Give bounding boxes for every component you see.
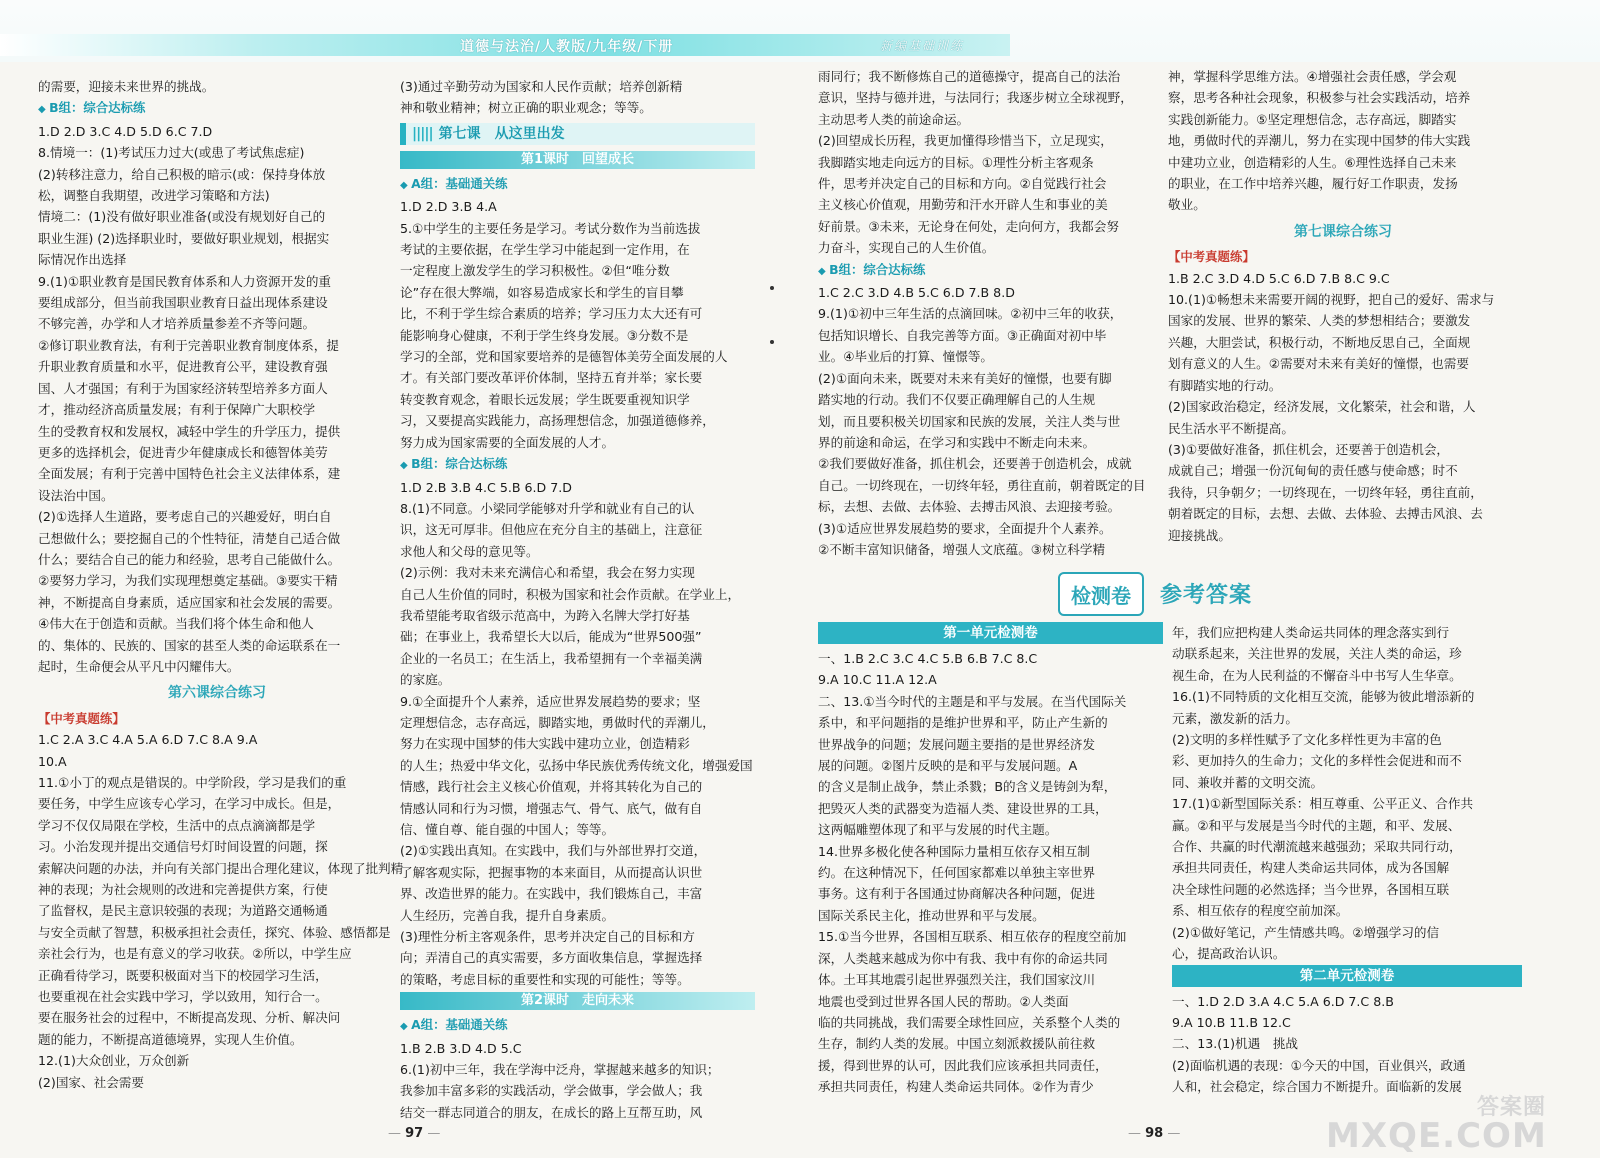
answer-line: 更多的选择机会，促进青少年健康成长和德智体美劳 [38, 444, 328, 460]
answer-line: 兴趣，大胆尝试，积极行动，不断地反思自己，全面规 [1168, 334, 1471, 350]
answer-line: 努力成为国家需要的全面发展的人才。 [400, 434, 615, 450]
answer-line: 1.D 2.D 3.C 4.D 5.D 6.C 7.D [38, 123, 213, 139]
column-2 [400, 76, 755, 1120]
group-heading: ◆ A组：基础通关练 [400, 173, 755, 196]
answer-line: 才，推动经济高质量发展；有利于保障广大职校学 [38, 402, 316, 418]
answer-line: 我待，只争朝夕；一切终现在，一切终年轻，勇往直前， [1168, 484, 1483, 500]
answers-title: 参考答案 [1160, 583, 1253, 608]
fold-dot [770, 286, 774, 290]
answer-line: 一、1.D 2.D 3.A 4.C 5.A 6.D 7.C 8.B [1172, 993, 1394, 1009]
answer-line: 我希望能考取省级示范高中，为跨入名牌大学打好基 [400, 607, 690, 623]
answer-line: 础；在事业上，我希望长大以后，能成为“世界500强” [400, 629, 702, 645]
column-1 [38, 76, 404, 1096]
answer-line: (3)①适应世界发展趋势的要求，全面提升个人素养。 [818, 520, 1112, 536]
answer-line: 成就自己；增强一份沉甸甸的责任感与使命感；时不 [1168, 463, 1458, 479]
answer-line: 深，人类越来越成为你中有我、我中有你的命运共同 [818, 950, 1108, 966]
answer-line: 求他人和父母的意见等。 [400, 543, 539, 559]
lesson-banner [400, 123, 755, 145]
lesson-bar: 第1课时 回望成长 [400, 151, 755, 169]
answer-line: 17.(1)①新型国际关系：相互尊重、公平正义、合作共 [1172, 796, 1474, 812]
group-heading: ◆ B组：综合达标练 [818, 259, 1158, 282]
answer-line: (2)①面向未来，既要对未来有美好的憧憬，也要有脚 [818, 370, 1112, 386]
answer-line: 件，思考并决定自己的目标和方向。②自觉践行社会 [818, 176, 1107, 192]
answer-line: ②修订职业教育法，有利于完善职业教育制度体系，提 [38, 337, 339, 353]
answer-line: 设法治中国。 [38, 487, 114, 503]
answer-line: 生存，制约人类的发展。中国立刻派救援队前往救 [818, 1036, 1096, 1052]
exam-heading: 【中考真题练】 [1168, 249, 1255, 265]
answer-line: 1.C 2.C 3.D 4.B 5.C 6.D 7.B 8.D [818, 285, 1015, 301]
answer-line: 人生经历，完善自我，提升自身素质。 [400, 907, 615, 923]
answer-line: 敬业。 [1168, 197, 1206, 213]
header-bar [0, 0, 1600, 62]
answer-line: 情感认同和行为习惯，增强志气、骨气、底气，做有自 [400, 800, 703, 816]
answer-line: (2)文明的多样性赋予了文化多样性更为丰富的色 [1172, 732, 1442, 748]
answer-line: 企业的一名员工；在生活上，我希望拥有一个幸福美满 [400, 650, 703, 666]
answer-line: 的含义是制止战争，禁止杀戮；B的含义是铸剑为犁， [818, 779, 1117, 795]
group-heading: ◆ A组：基础通关练 [400, 1014, 755, 1037]
answer-line: 信、懂自尊、能自强的中国人；等等。 [400, 822, 615, 837]
answer-line: (2)回望成长历程，我更加懂得珍惜当下，立足现实， [818, 133, 1113, 149]
answer-line: 努力在实现中国梦的伟大实践中建功立业，创造精彩 [400, 736, 690, 752]
answer-line: 论”存在很大弊端，如容易造成家长和学生的盲目攀 [400, 284, 684, 300]
answer-line: 正确看待学习，既要积极面对当下的校园学习生活， [38, 967, 328, 983]
answer-line: 决全球性问题的必然选择；当今世界，各国相互联 [1172, 881, 1450, 897]
page-number-right: — 98 — [1128, 1126, 1181, 1141]
answer-line: 主动思考人类的前途命运。 [818, 111, 970, 127]
watermark-bottom: MXQE.COM [1326, 1116, 1547, 1156]
answer-line: 动联系起来，关注世界的发展，关注人类的命运，珍 [1172, 646, 1462, 662]
answer-line: 业。④毕业后的打算、憧憬等。 [818, 349, 994, 365]
answer-line: 系中，和平问题指的是维护世界和平，防止产生新的 [818, 715, 1108, 731]
section-title: 第六课综合练习 [168, 685, 266, 702]
answer-line: 心，提高政治认识。 [1172, 946, 1286, 962]
stripes-icon: ||||| [412, 125, 433, 142]
answer-line: 划，而且要积极关切国家和民族的发展，关注人类与世 [818, 413, 1121, 429]
answer-line: 二、13.(1)机遇 挑战 [1172, 1036, 1299, 1052]
answer-line: 实践创新能力。⑤坚定理想信念，志存高远，脚踏实 [1168, 111, 1457, 127]
answer-line: 情感，践行社会主义核心价值观，并将其转化为自己的 [400, 779, 703, 795]
answer-line: 了解客观实际，把握事物的本来面目，从而提高认识世 [400, 864, 703, 880]
answer-line: 约。在这种情况下，任何国家都难以单独主宰世界 [818, 865, 1096, 881]
answer-line: 视生命，在为人民利益的不懈奋斗中书写人生华章。 [1172, 667, 1462, 683]
watermark [1326, 1090, 1566, 1156]
answer-line: 向；弄清自己的真实需要，多方面收集信息，掌握选择 [400, 950, 703, 966]
answer-line: 10.(1)①畅想未来需要开阔的视野，把自己的爱好、需求与 [1168, 292, 1495, 308]
answer-line: 1.D 2.D 3.B 4.A [400, 199, 497, 215]
answer-line: 生的受教育权和发展权，减轻中学生的升学压力，提供 [38, 423, 341, 439]
answer-line: 二、13.①当今时代的主题是和平与发展。在当代国际关 [818, 693, 1127, 709]
answer-line: 学习不仅仅局限在学校，生活中的点点滴滴都是学 [38, 817, 316, 833]
exam-box-title: 检测卷 [1058, 572, 1144, 616]
answer-line: 索解决问题的办法，并向有关部门提出合理化建议，体现了批判精 [38, 860, 404, 876]
answer-line: 9.(1)①初中三年生活的点滴回味。②初中三年的收获， [818, 306, 1123, 322]
answer-line: 比，不利于学生综合素质的培养；学习压力太大还有可 [400, 306, 703, 322]
answer-line: 主义核心价值观，用勤劳和汗水开辟人生和事业的美 [818, 197, 1108, 213]
exam-heading: 【中考真题练】 [38, 710, 125, 726]
answer-line: 好前景。③未来，无论身在何处，走向何方，我都会努 [818, 218, 1119, 234]
answer-line: 包括知识增长、自我完善等方面。③正确面对初中毕 [818, 327, 1107, 343]
answer-line: 题的能力，不断提高道德境界，实现人生价值。 [38, 1031, 303, 1047]
answer-line: 5.①中学生的主要任务是学习。考试分数作为当前选拔 [400, 220, 701, 236]
answer-line: 标，去想、去做、去体验、去搏击风浪、去迎接考验。 [818, 499, 1121, 515]
answer-line: 1.C 2.A 3.C 4.A 5.A 6.D 7.C 8.A 9.A [38, 732, 258, 748]
answer-line: 承担共同责任，构建人类命运共同体，成为各国解 [1172, 860, 1450, 876]
answer-line: 元素，激发新的活力。 [1172, 710, 1298, 726]
answer-line: 升职业教育质量和水平，促进教育公平，建设教育强 [38, 359, 328, 375]
answer-line: 9.A 10.C 11.A 12.A [818, 672, 937, 688]
answer-line: 承担共同责任，构建人类命运共同体。②作为青少 [818, 1079, 1094, 1095]
answer-line: ②要努力学习，为我们实现理想奠定基础。③要实干精 [38, 573, 338, 589]
answer-line: 9.A 10.B 11.B 12.C [1172, 1014, 1291, 1030]
answer-line: 的策略，考虑目标的重要性和实现的可能性；等等。 [400, 971, 690, 987]
answer-line: 的人生；热爱中华文化，弘扬中华民族优秀传统文化，增强爱国 [400, 757, 753, 773]
answer-line: 1.D 2.B 3.B 4.C 5.B 6.D 7.D [400, 479, 572, 495]
answer-line: 我参加丰富多彩的实践活动，学会做事，学会做人；我 [400, 1083, 703, 1099]
unit-bar: 第二单元检测卷 [1172, 965, 1522, 987]
answer-line: 体。土耳其地震引起世界强烈关注，我们国家汶川 [818, 972, 1096, 988]
answer-line: 要组成部分，但当前我国职业教育日益出现体系建设 [38, 295, 328, 311]
answer-line: 神和敬业精神；树立正确的职业观念；等等。 [400, 100, 652, 116]
answer-line: (2)示例：我对未来充满信心和希望，我会在努力实现 [400, 565, 695, 581]
answer-line: (2)①实践出真知。在实践中，我们与外部世界打交道， [400, 843, 707, 859]
answer-line: 的家庭。 [400, 672, 451, 688]
answer-line: 也要重视在社会实践中学习，学以致用，知行合一。 [38, 989, 328, 1005]
answer-line: (3)通过辛勤劳动为国家和人民作贡献；培养创新精 [400, 79, 683, 94]
fold-dot [770, 340, 774, 344]
answer-line: 16.(1)不同特质的文化相互交流，能够为彼此增添新的 [1172, 689, 1475, 705]
group-heading: ◆ B组：综合达标练 [38, 97, 396, 120]
page-number-left: — 97 — [388, 1126, 441, 1141]
answer-line: 9.①全面提升个人素养，适应世界发展趋势的要求；坚 [400, 693, 701, 709]
answer-line: 神，掌握科学思维方法。④增强社会责任感，学会观 [1168, 69, 1457, 84]
answer-line: (2)国家政治稳定，经济发展，文化繁荣，社会和谐，人 [1168, 399, 1476, 415]
answer-line: 神的表现；为社会规则的改进和完善提供方案，行使 [38, 882, 328, 898]
answer-line: 展的问题。②图片反映的是和平与发展问题。A [818, 758, 1078, 774]
answer-line: 合作、共赢的时代潮流越来越强劲；采取共同行动， [1172, 839, 1462, 855]
answer-line: 神，不断提高自身素质，适应国家和社会发展的需要。 [38, 594, 341, 610]
answer-line: 一定程度上激发学生的学习积极性。②但“唯分数 [400, 263, 670, 279]
answer-line: 国、人才强国；有利于为国家经济转型培养多方面人 [38, 380, 328, 396]
lesson-bar: 第2课时 走向未来 [400, 992, 755, 1010]
answer-line: 要任务，中学生应该专心学习，在学习中成长。但是， [38, 796, 341, 812]
answer-line: 划有意义的人生。②需要对未来有美好的憧憬，也需要 [1168, 356, 1469, 372]
column-6 [1172, 622, 1522, 1102]
answer-line: 事务。这有利于各国通过协商解决各种问题，促进 [818, 886, 1096, 902]
answer-line: 国家的发展、世界的繁荣、人类的梦想相结合；要激发 [1168, 313, 1471, 329]
answer-line: 人和，社会稳定，综合国力不断提升。面临新的发展 [1172, 1079, 1462, 1095]
column-4 [1168, 66, 1518, 556]
answer-line: 8.情境一：(1)考试压力过大(或患了考试焦虑症) [38, 145, 305, 161]
answer-line: 识，这无可厚非。但他应在充分自主的基础上，注意征 [400, 522, 703, 538]
answer-line: (2)转移注意力，给自己积极的暗示(或：保持身体放 [38, 166, 326, 182]
answer-line: 踏实地的行动。我们不仅要正确理解自己的人生规 [818, 392, 1096, 408]
answer-line: 这两幅雕塑体现了和平与发展的时代主题。 [818, 822, 1058, 838]
answer-line: (2)面临机遇的表现：①今天的中国，百业俱兴，政通 [1172, 1057, 1466, 1073]
answer-line: 了监督权，是民主意识较强的表现；为道路交通畅通 [38, 903, 328, 919]
answer-line: 不够完善，办学和人才培养质量参差不齐等问题。 [38, 316, 316, 332]
answer-line: (2)国家、社会需要 [38, 1074, 144, 1090]
answer-line: 全面发展；有利于完善中国特色社会主义法律体系，建 [38, 466, 341, 482]
answer-line: 15.①当今世界，各国相互联系、相互依存的程度空前加 [818, 929, 1127, 945]
answer-line: 14.世界多极化使各种国际力量相互依存又相互制 [818, 843, 1090, 859]
answer-line: 朝着既定的目标，去想、去做、去体验、去搏击风浪、去 [1168, 506, 1483, 522]
answer-line: 自己人生价值的同时，积极为国家和社会作贡献。在学业上， [400, 586, 741, 602]
answer-line: 才。有关部门要改革评价体制，坚持五育并举；家长要 [400, 370, 703, 386]
answer-line: 习。小治发现并提出交通信号灯时间设置的问题，探 [38, 839, 328, 855]
column-5 [818, 622, 1163, 1102]
answer-line: 我脚踏实地走向远方的目标。①理性分析主客观条 [818, 154, 1094, 170]
answer-line: 有脚踏实地的行动。 [1168, 377, 1282, 393]
answer-line: 国际关系民主化，推动世界和平与发展。 [818, 907, 1045, 923]
answer-line: 能影响身心健康，不利于学生终身发展。③分数不是 [400, 327, 689, 343]
answer-line: 援，得到世界的认可，因此我们应该承担共同责任， [818, 1057, 1108, 1073]
answer-line: 力奋斗，实现自己的人生价值。 [818, 240, 995, 256]
header-brand: 新编基础训练 [880, 39, 965, 53]
answer-line: 学习的全部，党和国家要培养的是德智体美劳全面发展的人 [400, 349, 728, 365]
answer-line: 的职业，在工作中培养兴趣，履行好工作职责，发扬 [1168, 176, 1458, 192]
answer-line: 8.(1)不同意。小梁同学能够对升学和就业有自己的认 [400, 500, 695, 516]
answer-line: 什么；要结合自己的能力和经验，思考自己能做什么。 [38, 551, 341, 567]
answer-line: 赢。②和平与发展是当今时代的主题，和平、发展、 [1172, 817, 1461, 833]
answer-line: (3)①要做好准备，抓住机会，还要善于创造机会， [1168, 441, 1450, 457]
answer-line: 10.A [38, 753, 67, 769]
answer-line: 世界战争的问题；发展问题主要指的是世界经济发 [818, 736, 1096, 752]
answer-line: (2)①做好笔记，产生情感共鸣。②增强学习的信 [1172, 924, 1440, 940]
answer-line: (3)理性分析主客观条件，思考并决定自己的目标和方 [400, 929, 695, 945]
answer-line: 职业生涯) (2)选择职业时，要做好职业规划，根据实 [38, 230, 330, 246]
answer-line: 1.B 2.B 3.D 4.D 5.C [400, 1040, 522, 1056]
answer-line: 考试的主要依据，在学生学习中能起到一定作用，在 [400, 242, 690, 258]
answer-line: 转变教育观念，着眼长远发展；学生既要重视知识学 [400, 391, 690, 407]
answer-line: 亲社会行为，也是有意义的学习收获。②所以，中学生应 [38, 946, 352, 962]
answer-line: 12.(1)大众创业，万众创新 [38, 1053, 190, 1069]
answer-line: 松，调整自我期望，改进学习策略和方法) [38, 188, 270, 204]
answer-line: 一、1.B 2.C 3.C 4.C 5.B 6.B 7.C 8.C [818, 651, 1038, 666]
answer-line: 的、集体的、民族的、国家的甚至人类的命运联系在一 [38, 637, 341, 653]
answer-line: 地，勇做时代的弄潮儿，努力在实现中国梦的伟大实践 [1168, 133, 1471, 149]
answer-line: 情境二：(1)没有做好职业准备(或没有规划好自己的 [38, 209, 326, 225]
answer-line: 6.(1)初中三年，我在学海中泛舟，掌握越来越多的知识； [400, 1062, 720, 1078]
watermark-top: 答案圈 [1476, 1095, 1546, 1120]
answer-line: 要在服务社会的过程中，不断提高发现、分析、解决问 [38, 1010, 341, 1026]
answer-line: 的需要，迎接未来世界的挑战。 [38, 79, 215, 94]
answer-line: 11.①小丁的观点是错误的。中学阶段，学习是我们的重 [38, 775, 347, 790]
answer-line: 定理想信念，志存高远，脚踏实地，勇做时代的弄潮儿， [400, 714, 715, 730]
answer-line: 地震也受到过世界各国人民的帮助。②人类面 [818, 993, 1069, 1009]
answer-line: 界的前途和命运，在学习和实践中不断走向未来。 [818, 434, 1096, 450]
answer-line: 意识，坚持与德并进，与法同行；我逐步树立全球视野， [818, 90, 1133, 106]
answer-line: 系、相互依存的程度空前加深。 [1172, 903, 1349, 919]
group-heading: ◆ B组：综合达标练 [400, 453, 755, 476]
answer-line: 与安全贡献了智慧，积极承担社会责任，探究、体验、感悟都是 [38, 924, 391, 940]
answer-line: (2)①选择人生道路，要考虑自己的兴趣爱好，明白自 [38, 509, 332, 525]
answer-line: 察，思考各种社会现象，积极参与社会实践活动，培养 [1168, 90, 1471, 106]
answer-line: 中建功立业，创造精彩的人生。⑥理性选择自己未来 [1168, 154, 1457, 170]
answer-line: 界、改造世界的能力。在实践中，我们锻炼自己，丰富 [400, 886, 703, 902]
answer-line: ④伟大在于创造和贡献。当我们将个体生命和他人 [38, 616, 314, 632]
answer-line: 自己。一切终现在，一切终年轻，勇往直前，朝着既定的目 [818, 477, 1146, 493]
answer-line: 际情况作出选择 [38, 252, 127, 268]
answer-line: 迎接挑战。 [1168, 527, 1231, 543]
answer-line: 结交一群志同道合的朋友，在成长的路上互帮互助，风 [400, 1104, 703, 1120]
answer-line: 己想做什么；要挖掘自己的个性特征，清楚自己适合做 [38, 530, 341, 546]
answer-line: 起时，生命便会从平凡中闪耀伟大。 [38, 658, 240, 674]
section-title: 第七课综合练习 [1294, 223, 1392, 240]
answer-line: ②我们要做好准备，抓住机会，还要善于创造机会，成就 [818, 456, 1132, 472]
unit-bar: 第一单元检测卷 [818, 622, 1163, 644]
answer-line: 临的共同挑战，我们需要全球性回应，关系整个人类的 [818, 1014, 1121, 1030]
answer-line: 习，又要提高实践能力，高扬理想信念，加强道德修养， [400, 413, 715, 429]
answer-line: 雨同行；我不断修炼自己的道德操守，提高自己的法治 [818, 69, 1121, 84]
answer-line: 民生活水平不断提高。 [1168, 420, 1294, 436]
column-3 [818, 66, 1158, 556]
answer-line: 9.(1)①职业教育是国民教育体系和人力资源开发的重 [38, 273, 332, 289]
answer-line: 同、兼收并蓄的文明交流。 [1172, 774, 1324, 790]
header-title: 道德与法治/人教版/九年级/下册 [460, 39, 674, 55]
answer-line: 彩、更加持久的生命力；文化的多样性会促进和而不 [1172, 753, 1462, 769]
answer-line: 把毁灭人类的武器变为造福人类、建设世界的工具， [818, 800, 1108, 816]
answer-line: 年，我们应把构建人类命运共同体的理念落实到行 [1172, 625, 1450, 640]
answer-line: 1.B 2.C 3.D 4.D 5.C 6.D 7.B 8.C 9.C [1168, 270, 1390, 286]
lesson-banner-label: 第七课 从这里出发 [438, 125, 565, 142]
answer-line: ②不断丰富知识储备，增强人文底蕴。③树立科学精 [818, 541, 1106, 557]
